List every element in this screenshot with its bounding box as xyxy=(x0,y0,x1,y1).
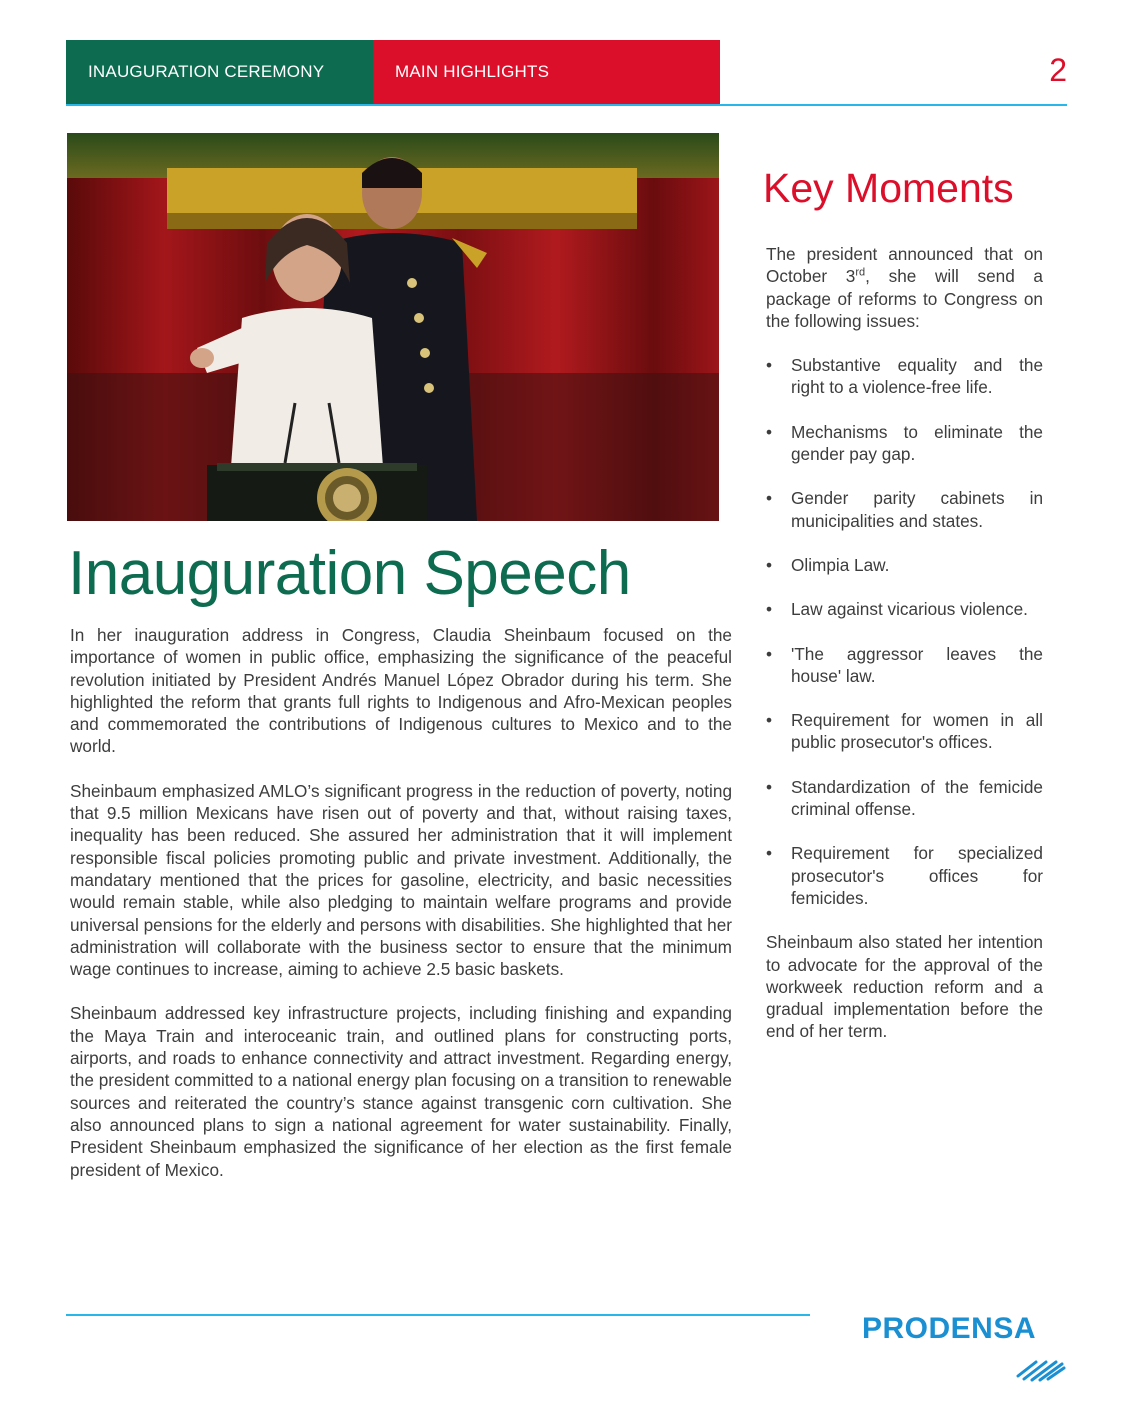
sidebar xyxy=(766,243,1043,1043)
list-item xyxy=(766,598,1043,620)
list-item-text: 'The aggressor leaves the house' law. xyxy=(791,643,1043,686)
bullet: • xyxy=(766,643,773,664)
list-item-text: Mechanisms to eliminate the gender pay gap. xyxy=(791,421,1043,465)
paragraph: Sheinbaum addressed key infrastructure projects, including finishing and expanding the Maya Train and interoceanic train, and outlined plans for constructing ports, airports, and roads to enhance connectivity and attract investment. Regarding energy, the president committed to a national energy plan focusing on a transition to renewable sources and reiterated the country’s stance against transgenic corn cultivation. She also announced plans to sign a national agreement for water sustainability. Finally, President Sheinbaum emphasized the significance of her election as the first female president of Mexico. xyxy=(70,1003,732,1180)
bullet: • xyxy=(766,710,773,731)
list-item xyxy=(766,354,1043,399)
bullet: • xyxy=(766,843,773,864)
list-item xyxy=(766,842,1043,909)
paragraph: Sheinbaum emphasized AMLO’s significant progress in the reduction of poverty, noting that 9.5 million Mexicans have risen out of poverty and that, without raising taxes, inequality has been reduced. She assured her administration that it will implement responsible fiscal policies promoting public and private investment. Additionally, the mandatary mentioned that the prices for gasoline, electricity, and basic necessities would remain stable, while also pledging to maintain welfare programs and provide universal pensions for the elderly and persons with disabilities. She highlighted that her administration will collaborate with the business sector to ensure that the minimum wage continues to increase, aiming to achieve 2.5 basic baskets. xyxy=(70,780,732,980)
list-item xyxy=(766,421,1043,466)
sidebar-intro xyxy=(766,243,1043,332)
list-item-text: Law against vicarious violence. xyxy=(791,599,1028,620)
tab-main-highlights: MAIN HIGHLIGHTS xyxy=(373,40,720,104)
bullet: • xyxy=(766,599,773,620)
intro-text-start: The president announced that on October 3 xyxy=(766,244,1043,287)
list-item-text: Olimpia Law. xyxy=(791,554,890,575)
ordinal-suffix: rd xyxy=(855,266,866,279)
reform-list xyxy=(766,354,1043,909)
paragraph: In her inauguration address in Congress, Claudia Sheinbaum focused on the importance of women in public office, emphasizing the significance of the peaceful revolution initiated by President Andrés Manuel López Obrador during his term. She highlighted the reform that grants full rights to Indigenous and Afro-Mexican peoples and commemorated the contributions of Indigenous cultures to Mexico and to the world. xyxy=(70,625,732,757)
list-item xyxy=(766,709,1043,754)
bullet: • xyxy=(766,488,773,509)
main-body xyxy=(70,624,732,1203)
bullet: • xyxy=(766,355,773,376)
bullet: • xyxy=(766,776,773,797)
prodensa-logo xyxy=(862,1312,1072,1382)
header-divider xyxy=(66,104,1067,106)
list-item-text: Standardization of the femicide criminal offense. xyxy=(791,776,1043,820)
sidebar-title: Key Moments xyxy=(763,165,1014,211)
intro-text-end: , she will send a package of reforms to Congress on the following issues: xyxy=(766,266,1043,331)
bullet: • xyxy=(766,554,773,575)
inauguration-photo xyxy=(67,133,719,521)
page-number: 2 xyxy=(1049,52,1067,88)
list-item-text: Requirement for specialized prosecutor's offices for femicides. xyxy=(791,843,1043,908)
header-tabs xyxy=(66,40,720,104)
sidebar-closing: Sheinbaum also stated her intention to advocate for the approval of the workweek reduction reform and a gradual implementation before the end of her term. xyxy=(766,932,1043,1042)
main-title: Inauguration Speech xyxy=(68,539,631,608)
logo-wordmark: PRODENSA xyxy=(862,1312,1037,1345)
list-item xyxy=(766,487,1043,532)
list-item-text: Gender parity cabinets in municipalities and states. xyxy=(791,488,1043,531)
bullet: • xyxy=(766,421,773,442)
list-item xyxy=(766,776,1043,821)
list-item-text: Requirement for women in all public prosecutor's offices. xyxy=(791,710,1043,753)
tab-inauguration-ceremony: INAUGURATION CEREMONY xyxy=(66,40,373,104)
footer-divider xyxy=(66,1314,810,1316)
list-item xyxy=(766,643,1043,688)
list-item xyxy=(766,554,1043,576)
list-item-text: Substantive equality and the right to a violence-free life. xyxy=(791,355,1043,398)
logo-stripes-icon xyxy=(1012,1346,1068,1382)
